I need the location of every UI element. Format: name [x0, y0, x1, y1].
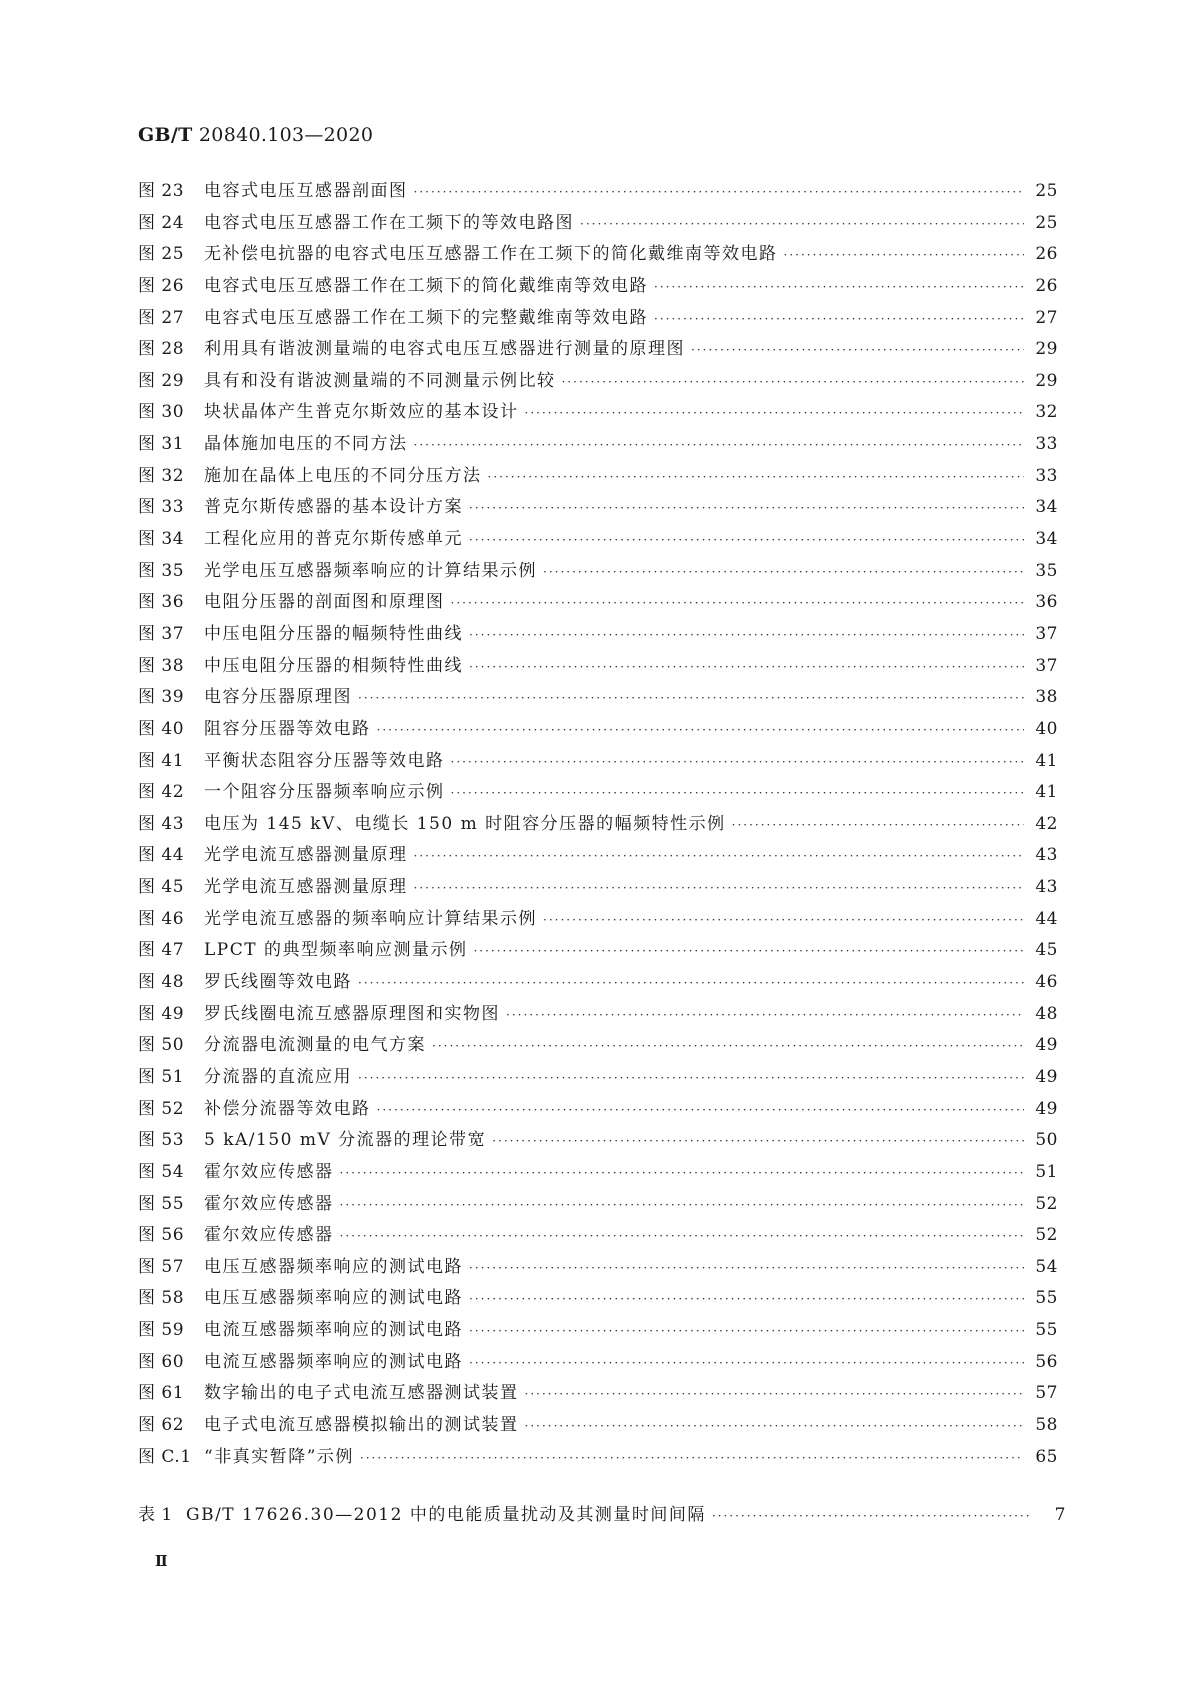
toc-figure-entry[interactable] [138, 746, 1058, 778]
toc-entry-page: 35 [1035, 560, 1058, 581]
toc-entry-label: 图 48 [138, 972, 185, 993]
toc-leader-dots [414, 881, 1025, 895]
toc-entry-label: 图 29 [138, 370, 185, 391]
toc-entry-label: 图 62 [138, 1414, 185, 1435]
toc-entry-label: 图 28 [138, 339, 185, 360]
toc-entry-page: 37 [1035, 623, 1058, 644]
toc-leader-dots [469, 1261, 1024, 1275]
toc-entry-page: 38 [1035, 687, 1058, 708]
toc-entry-title: 电容分压器原理图 [204, 687, 352, 708]
toc-entry-page: 36 [1035, 592, 1058, 613]
toc-entry-title: 电流互感器频率响应的测试电路 [204, 1320, 463, 1341]
toc-leader-dots [358, 976, 1024, 990]
toc-entry-title: 电子式电流互感器模拟输出的测试装置 [204, 1414, 519, 1435]
toc-leader-dots [358, 1071, 1024, 1085]
toc-entry-title: 罗氏线圈等效电路 [204, 972, 352, 993]
toc-entry-label: 图 52 [138, 1098, 185, 1119]
toc-figure-entry[interactable] [138, 461, 1058, 493]
toc-leader-dots [360, 1451, 1024, 1465]
toc-figure-entry[interactable] [138, 872, 1058, 904]
toc-entry-title: GB/T 17626.30—2012 中的电能质量扰动及其测量时间间隔 [186, 1505, 706, 1525]
toc-entry-title: 霍尔效应传感器 [204, 1193, 334, 1214]
toc-leader-dots [712, 1509, 1032, 1523]
toc-figure-entry[interactable] [138, 397, 1058, 429]
toc-entry-label: 图 32 [138, 465, 185, 486]
toc-entry-label: 图 55 [138, 1193, 185, 1214]
toc-entry-title: 中压电阻分压器的幅频特性曲线 [204, 623, 463, 644]
toc-figure-entry[interactable] [138, 524, 1058, 556]
toc-figure-entry[interactable] [138, 809, 1058, 841]
toc-entry-page: 56 [1035, 1351, 1058, 1372]
toc-entry-title: 中压电阻分压器的相频特性曲线 [204, 655, 463, 676]
toc-entry-label: 图 23 [138, 181, 185, 201]
figure-list [138, 176, 1058, 1473]
toc-entry-title: 电压互感器频率响应的测试电路 [204, 1256, 463, 1277]
toc-entry-title: 光学电流互感器的频率响应计算结果示例 [204, 908, 537, 929]
toc-figure-entry[interactable] [138, 429, 1058, 461]
toc-figure-entry[interactable] [138, 271, 1058, 303]
toc-entry-label: 图 25 [138, 244, 185, 265]
toc-figure-entry[interactable] [138, 1347, 1058, 1379]
page-number: Ⅱ [155, 1552, 168, 1570]
toc-leader-dots [469, 1324, 1024, 1338]
toc-entry-label: 图 36 [138, 592, 185, 613]
toc-entry-page: 52 [1035, 1193, 1058, 1214]
toc-entry-page: 55 [1035, 1320, 1058, 1341]
toc-entry-page: 26 [1035, 244, 1058, 265]
toc-entry-label: 图 51 [138, 1066, 185, 1087]
toc-leader-dots [525, 1419, 1025, 1433]
toc-leader-dots [469, 1356, 1024, 1370]
toc-entry-label: 图 41 [138, 750, 185, 771]
toc-leader-dots [732, 818, 1024, 832]
toc-leader-dots [377, 1103, 1025, 1117]
toc-figure-entry[interactable] [138, 556, 1058, 588]
toc-entry-title: 数字输出的电子式电流互感器测试装置 [204, 1383, 519, 1404]
toc-leader-dots [525, 1387, 1025, 1401]
toc-entry-title: 电容式电压互感器工作在工频下的简化戴维南等效电路 [204, 275, 648, 296]
toc-entry-title: 晶体施加电压的不同方法 [204, 434, 408, 455]
toc-figure-entry[interactable] [138, 1410, 1058, 1442]
toc-leader-dots [451, 596, 1025, 610]
standard-number: 20840.103—2020 [198, 124, 374, 146]
toc-leader-dots [469, 660, 1024, 674]
toc-entry-page: 25 [1035, 212, 1058, 233]
toc-entry-label: 图 47 [138, 940, 185, 961]
toc-entry-page: 51 [1035, 1161, 1058, 1182]
toc-leader-dots [543, 565, 1024, 579]
toc-entry-label: 图 37 [138, 623, 185, 644]
toc-leader-dots [492, 1134, 1024, 1148]
toc-figure-entry[interactable] [138, 1315, 1058, 1347]
toc-leader-dots [414, 185, 1025, 199]
toc-leader-dots [451, 755, 1025, 769]
toc-entry-label: 图 30 [138, 402, 185, 423]
toc-entry-title: 分流器电流测量的电气方案 [204, 1035, 426, 1056]
toc-entry-title: 霍尔效应传感器 [204, 1161, 334, 1182]
toc-entry-page: 42 [1035, 813, 1058, 834]
toc-entry-page: 57 [1035, 1383, 1058, 1404]
toc-figure-entry[interactable] [138, 587, 1058, 619]
toc-leader-dots [358, 691, 1024, 705]
toc-figure-entry[interactable] [138, 1220, 1058, 1252]
toc-entry-label: 图 24 [138, 212, 185, 233]
toc-entry-title: 电阻分压器的剖面图和原理图 [204, 592, 445, 613]
toc-entry-title: 电容式电压互感器工作在工频下的完整戴维南等效电路 [204, 307, 648, 328]
toc-entry-page: 41 [1035, 782, 1058, 803]
toc-figure-entry[interactable] [138, 999, 1058, 1031]
toc-entry-label: 图 26 [138, 275, 185, 296]
toc-entry-page: 32 [1035, 402, 1058, 423]
toc-entry-page: 41 [1035, 750, 1058, 771]
toc-figure-entry[interactable] [138, 334, 1058, 366]
toc-entry-page: 33 [1035, 465, 1058, 486]
toc-leader-dots [506, 1008, 1024, 1022]
toc-entry-label: 图 42 [138, 782, 185, 803]
toc-entry-title: 电压互感器频率响应的测试电路 [204, 1288, 463, 1309]
toc-entry-label: 图 49 [138, 1003, 185, 1024]
toc-entry-label: 表 1 [138, 1505, 173, 1525]
toc-entry-page: 40 [1035, 718, 1058, 739]
toc-leader-dots [432, 1039, 1024, 1053]
toc-entry-page: 45 [1035, 940, 1058, 961]
toc-table-entry[interactable] [138, 1500, 1066, 1532]
toc-figure-entry[interactable] [138, 1157, 1058, 1189]
toc-entry-page: 25 [1035, 181, 1058, 201]
toc-entry-title: 光学电流互感器测量原理 [204, 845, 408, 866]
toc-figure-entry[interactable] [138, 208, 1058, 240]
toc-entry-page: 49 [1035, 1066, 1058, 1087]
toc-entry-title: 工程化应用的普克尔斯传感单元 [204, 529, 463, 550]
toc-entry-label: 图 46 [138, 908, 185, 929]
toc-entry-label: 图 40 [138, 718, 185, 739]
toc-entry-page: 34 [1035, 497, 1058, 518]
toc-figure-entry[interactable] [138, 492, 1058, 524]
toc-figure-entry[interactable] [138, 714, 1058, 746]
toc-leader-dots [691, 343, 1024, 357]
toc-figure-entry[interactable] [138, 1378, 1058, 1410]
standard-prefix: GB/T [138, 124, 193, 146]
toc-entry-page: 43 [1035, 877, 1058, 898]
toc-leader-dots [340, 1229, 1025, 1243]
toc-entry-label: 图 57 [138, 1256, 185, 1277]
toc-entry-page: 49 [1035, 1035, 1058, 1056]
toc-entry-label: 图 54 [138, 1161, 185, 1182]
toc-entry-label: 图 35 [138, 560, 185, 581]
toc-entry-title: 块状晶体产生普克尔斯效应的基本设计 [204, 402, 519, 423]
toc-leader-dots [414, 438, 1025, 452]
toc-entry-title: 施加在晶体上电压的不同分压方法 [204, 465, 482, 486]
toc-leader-dots [525, 406, 1025, 420]
toc-figure-entry[interactable] [138, 904, 1058, 936]
toc-entry-title: 具有和没有谐波测量端的不同测量示例比较 [204, 370, 556, 391]
toc-entry-label: 图 44 [138, 845, 185, 866]
toc-entry-title: 阻容分压器等效电路 [204, 718, 371, 739]
toc-entry-title: 普克尔斯传感器的基本设计方案 [204, 497, 463, 518]
toc-entry-page: 49 [1035, 1098, 1058, 1119]
toc-entry-page: 33 [1035, 434, 1058, 455]
toc-entry-title: 一个阻容分压器频率响应示例 [204, 782, 445, 803]
toc-entry-label: 图 34 [138, 529, 185, 550]
toc-leader-dots [784, 248, 1025, 262]
toc-entry-title: 利用具有谐波测量端的电容式电压互感器进行测量的原理图 [204, 339, 685, 360]
toc-leader-dots [469, 501, 1024, 515]
toc-entry-label: 图 61 [138, 1383, 185, 1404]
toc-figure-entry[interactable] [138, 366, 1058, 398]
toc-entry-label: 图 50 [138, 1035, 185, 1056]
toc-entry-label: 图 56 [138, 1225, 185, 1246]
toc-leader-dots [377, 723, 1025, 737]
toc-leader-dots [654, 280, 1024, 294]
toc-leader-dots [654, 312, 1024, 326]
toc-entry-title: 电容式电压互感器剖面图 [204, 181, 408, 201]
toc-entry-title: 罗氏线圈电流互感器原理图和实物图 [204, 1003, 500, 1024]
toc-figure-entry[interactable] [138, 303, 1058, 335]
toc-entry-title: 电压为 145 kV、电缆长 150 m 时阻容分压器的幅频特性示例 [204, 813, 726, 834]
toc-entry-page: 46 [1035, 972, 1058, 993]
toc-figure-entry[interactable] [138, 935, 1058, 967]
toc-entry-title: 补偿分流器等效电路 [204, 1098, 371, 1119]
toc-figure-entry[interactable] [138, 1125, 1058, 1157]
toc-entry-page: 50 [1035, 1130, 1058, 1151]
toc-figure-entry[interactable] [138, 1094, 1058, 1126]
toc-figure-entry[interactable] [138, 967, 1058, 999]
toc-entry-title: 霍尔效应传感器 [204, 1225, 334, 1246]
toc-figure-entry[interactable] [138, 840, 1058, 872]
toc-leader-dots [451, 786, 1025, 800]
toc-entry-label: 图 59 [138, 1320, 185, 1341]
toc-entry-label: 图 27 [138, 307, 185, 328]
toc-entry-title: LPCT 的典型频率响应测量示例 [204, 940, 468, 961]
toc-leader-dots [469, 1292, 1024, 1306]
toc-entry-page: 52 [1035, 1225, 1058, 1246]
toc-entry-title: 光学电压互感器频率响应的计算结果示例 [204, 560, 537, 581]
toc-leader-dots [473, 944, 1024, 958]
toc-figure-entry[interactable] [138, 176, 1058, 208]
toc-entry-label: 图 39 [138, 687, 185, 708]
toc-figure-entry[interactable] [138, 239, 1058, 271]
toc-entry-label: 图 60 [138, 1351, 185, 1372]
toc-entry-label: 图 58 [138, 1288, 185, 1309]
document-header [138, 124, 373, 146]
toc-entry-page: 43 [1035, 845, 1058, 866]
toc-figure-entry[interactable] [138, 619, 1058, 651]
toc-entry-title: 光学电流互感器测量原理 [204, 877, 408, 898]
toc-entry-page: 27 [1035, 307, 1058, 328]
toc-entry-title: 平衡状态阻容分压器等效电路 [204, 750, 445, 771]
toc-entry-page: 29 [1035, 370, 1058, 391]
toc-entry-page: 48 [1035, 1003, 1058, 1024]
toc-entry-label: 图 C.1 [138, 1446, 192, 1467]
toc-entry-page: 29 [1035, 339, 1058, 360]
toc-entry-title: 无补偿电抗器的电容式电压互感器工作在工频下的简化戴维南等效电路 [204, 244, 778, 265]
toc-entry-label: 图 45 [138, 877, 185, 898]
toc-entry-title: 电容式电压互感器工作在工频下的等效电路图 [204, 212, 574, 233]
toc-leader-dots [414, 849, 1025, 863]
toc-entry-page: 65 [1035, 1446, 1058, 1467]
toc-figure-entry[interactable] [138, 682, 1058, 714]
toc-figure-entry[interactable] [138, 651, 1058, 683]
toc-leader-dots [469, 533, 1024, 547]
toc-leader-dots [488, 470, 1025, 484]
toc-entry-page: 44 [1035, 908, 1058, 929]
toc-figure-entry[interactable] [138, 1062, 1058, 1094]
toc-leader-dots [580, 217, 1024, 231]
toc-entry-page: 54 [1035, 1256, 1058, 1277]
toc-entry-label: 图 31 [138, 434, 185, 455]
toc-entry-label: 图 38 [138, 655, 185, 676]
toc-figure-entry[interactable] [138, 1189, 1058, 1221]
toc-entry-page: 37 [1035, 655, 1058, 676]
toc-leader-dots [543, 913, 1024, 927]
toc-leader-dots [469, 628, 1024, 642]
toc-entry-page: 7 [1054, 1505, 1066, 1525]
toc-figure-entry[interactable] [138, 1252, 1058, 1284]
toc-entry-title: 5 kA/150 mV 分流器的理论带宽 [204, 1130, 487, 1151]
toc-figure-entry[interactable] [138, 1030, 1058, 1062]
toc-entry-title: 分流器的直流应用 [204, 1066, 352, 1087]
toc-leader-dots [340, 1166, 1025, 1180]
toc-entry-page: 58 [1035, 1414, 1058, 1435]
toc-leader-dots [562, 375, 1025, 389]
toc-entry-page: 34 [1035, 529, 1058, 550]
toc-entry-title: “非真实暂降”示例 [204, 1446, 354, 1467]
table-list [138, 1500, 1066, 1532]
toc-entry-title: 电流互感器频率响应的测试电路 [204, 1351, 463, 1372]
toc-entry-page: 55 [1035, 1288, 1058, 1309]
toc-leader-dots [340, 1198, 1025, 1212]
toc-figure-entry[interactable] [138, 1442, 1058, 1474]
toc-entry-label: 图 33 [138, 497, 185, 518]
toc-figure-entry[interactable] [138, 1283, 1058, 1315]
toc-entry-label: 图 53 [138, 1130, 185, 1151]
toc-entry-page: 26 [1035, 275, 1058, 296]
toc-entry-label: 图 43 [138, 813, 185, 834]
toc-figure-entry[interactable] [138, 777, 1058, 809]
